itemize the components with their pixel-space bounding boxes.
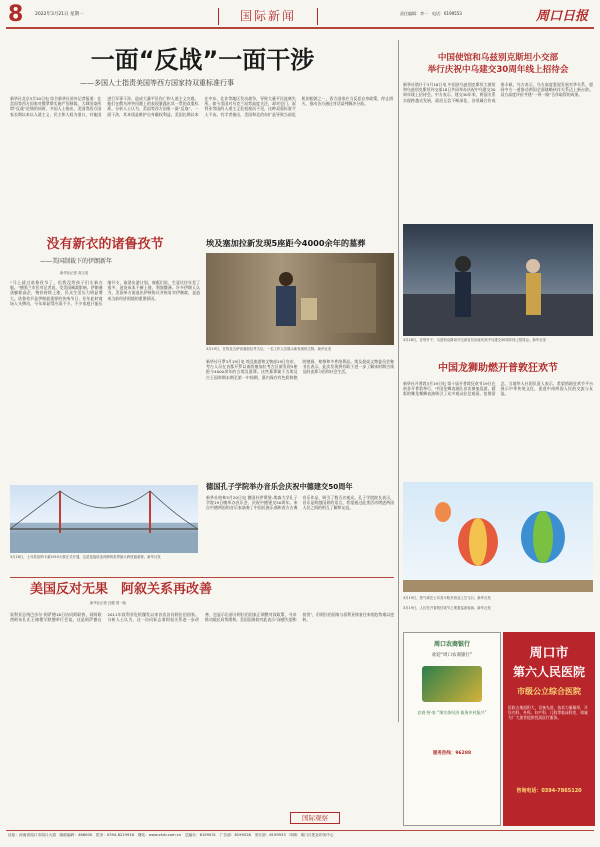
section-title: 国际新闻	[239, 9, 296, 23]
tashkent-photo	[403, 224, 593, 336]
bridge-photo	[10, 485, 198, 553]
tashkent-illustration	[403, 224, 593, 336]
bottom-story-rule	[10, 577, 394, 578]
zhuge-title: 没有新衣的诸鲁孜节	[46, 237, 164, 252]
hospital-ad	[503, 632, 595, 826]
right-top-title: 中国使馆和乌兹别克斯坦小交部 举行庆祝中乌建交30周年线上招待会	[427, 53, 569, 75]
zhuge-body: “马上就过诺鲁孜节了，但我没给孩子们买新衣服。”德黑兰市民对记者说。受美国制裁影响，伊朗通货膨胀高企，物价持续上涨，民众生活压力明显增大。诺鲁孜节是伊朗最重要的传统节日，往年此时商场人头攒动，今年却显得冷清不少。不少家庭只能压缩开支，取消出游计划。商贩们说，生意比往年差了很多，进货成本不断上涨，利润微薄。许多伊朗人认为，美国单方面退出伊核协议并恢复对伊制裁，是造成当前经济困境的重要原因。	[10, 280, 200, 306]
egypt-caption: 3月19日，在埃及吉萨省塞加拉考古区，一名工作人员展示新发现的文物。新华社发	[206, 347, 332, 351]
right-top-body: 新华社塔什干3月18日电 中国驻乌兹别克斯坦大使馆和乌兹别克斯坦外交部18日共同举办庆祝中乌建交30周年线上招待会。中方表示，建交30年来，两国关系实现跨越式发展，政治互信不断深化，各领域合作成果丰硕。乌方表示，乌方高度重视发展对华关系，愿同中方一道推动两国全面战略伙伴关系迈上新台阶。双方高度评价共建“一带一路”合作取得的成果。	[403, 82, 593, 103]
editor-info: 责任编辑：李一 电话：6199553	[400, 11, 462, 16]
zhuge-byline: 新华社记者 高文成	[60, 271, 89, 275]
paper-logo: 周口日报	[536, 9, 589, 24]
intl-observation-label: 国际观察	[302, 814, 328, 822]
us-byline: 新华社记者 汪健 郑一晗	[90, 601, 127, 605]
egypt-photo	[206, 253, 394, 345]
us-body: 叙利亚总统巴沙尔·阿萨德18日访问阿联酋，同阿联酋阿布扎比王储穆罕默德举行会谈。这是阿萨德自2011年叙利亚危机爆发以来首次访问阿拉伯国家。分析人士认为，这一访问标志着阿叙关系进一步改善，也显示出部分阿拉伯国家正调整对叙政策，寻求推动地区局势缓和。美国国务院对此表示“深感失望和担忧”，但阿拉伯国家与叙利亚恢复往来的趋势难以逆转。	[10, 612, 394, 623]
masthead-rule	[6, 27, 594, 29]
tashkent-caption: 3月18日，在塔什干，乌兹别克斯坦外交部官员出席庆祝中乌建交30周年线上招待会。新华社发	[403, 338, 547, 342]
lead-title: 一面“反战”一面干涉	[90, 46, 315, 74]
hospital-name-line1: 周口市	[529, 646, 569, 661]
bank-ad	[403, 632, 501, 826]
balloon-photo	[403, 482, 593, 592]
bridge-illustration	[10, 485, 198, 553]
lantern-caption: 3月19日，人们在开普敦狂欢节上观看巡游表演。新华社发	[403, 606, 491, 610]
hospital-name-line2: 第六人民医院	[512, 665, 585, 679]
section-badge	[218, 8, 318, 25]
balloon-illustration	[403, 482, 593, 592]
bank-ad-line2: 农商·智·家 “聚实体经济 服务乡村振兴”	[417, 710, 487, 715]
hospital-body: 医院占地面积大，设备先进，技术力量雄厚，开设内科、外科、妇产科、儿科等临床科室，竭诚为广大患者提供优质医疗服务。	[508, 705, 588, 721]
bank-ad-line1: 欢迎“周口农商银行”	[431, 653, 473, 658]
us-title: 美国反对无果 阿叙关系再改善	[30, 582, 213, 597]
lantern-body: 新华社开普敦3月19日电 第十届开普敦狂欢节19日在南非开普敦举行，中国龙狮表演队首次参加巡游。精彩的舞龙舞狮表演吸引了众多观众驻足观看、拍照留念。当地华人社团负责人表示，希望借助狂欢节平台展示中华传统文化，促进中南两国人民的交流与友谊。	[403, 381, 593, 397]
egypt-body: 新华社开罗3月19日电 埃及旅游和文物部19日宣布，考古人员在首都开罗以南的塞加拉考古区新发现5座距今4000余年的古埃及墓葬。这些墓葬属于古埃及古王国时期末期至第一中间期，墓内保存有色彩鲜艳的壁画、棺椁和多件陪葬品。埃及最高文物委员会秘书长表示，此次发现将有助于进一步了解该时期古埃及的丧葬习俗和社会生活。	[206, 359, 394, 380]
bridge-caption: 3月18日，土耳其恰纳卡莱1915大桥正式开通，这是连接欧亚两洲的世界最大跨度悬索桥。新华社发	[10, 555, 161, 559]
footer-info: 社址：河南省周口市周口大道 邮政编码：466000 报务：0394-8219916 网站：www.zkrb.com.cn 总编办：6199531 广告部：6199528 发行部：6199533 印刷：周口日报社印务中心	[8, 833, 334, 837]
column-divider	[398, 40, 399, 722]
egypt-title: 埃及塞加拉新发现5座距今4000余年的墓葬	[206, 238, 366, 248]
masthead	[0, 0, 600, 30]
lead-subtitle: ——多国人士指责美国等西方国家持双重标准行事	[80, 79, 234, 87]
lead-body: 新华社北京3月20日电 综合新华社驻外记者报道：在美国等西方国家对俄罗斯实施严厉制裁、大肆渲染所谓“反战”论调的同时，多国人士指出，美国等西方国家长期以来以人道主义、民主和人权为借口，对他国进行军事干涉，造成大量平民伤亡和人道主义灾难。他们在俄乌冲突问题上的表现暴露出其一贯的双重标准。分析人士认为，美国等西方国家一面“反战”、一面干涉，其本质是维护自身霸权利益。美国长期以来在中东、北非等地区发动战争，导致大量平民流离失所。如今美国对乌克兰局势高度关注，却对也门、叙利亚等国的人道主义危机视而不见，这种双重标准令人不齿。有学者指出，美国和北约东扩是导致当前危机的根源之一，西方国家应当反思自身政策，停止拱火，推动各方通过对话谈判解决分歧。	[10, 96, 393, 117]
bank-ad-hotline: 服务热线：96288	[432, 751, 472, 756]
page-number: 8	[8, 2, 24, 27]
hospital-phone: 咨询电话：0394-7865120	[516, 788, 582, 794]
bank-ad-card	[422, 666, 482, 702]
germany-title: 德国孔子学院举办音乐会庆祝中德建交50周年	[206, 482, 353, 491]
hospital-name-line3: 市级公立综合医院	[517, 687, 581, 696]
egypt-illustration	[206, 253, 394, 345]
footer-rule	[6, 830, 594, 831]
lantern-title: 中国龙狮助燃开普敦狂欢节	[438, 363, 558, 374]
issue-date: 2022年3月21日 星期一	[35, 12, 84, 17]
bank-ad-header: 周口农商银行	[433, 641, 470, 648]
balloon-caption: 3月19日，热气球在土耳其卡帕多西亚上空飞行。新华社发	[403, 596, 491, 600]
intl-observation-badge	[290, 812, 340, 824]
zhuge-subtitle: ——美国制裁下的伊朗新年	[40, 258, 113, 265]
germany-body: 新华社柏林3月20日电 德国杜伊斯堡-埃森大学孔子学院19日晚举办音乐会，庆祝中德建交50周年。来自中德两国的音乐家演奏了中国民族乐曲和西方古典音乐作品，吸引了数百名观众。孔子学院院长表示，音乐是跨越国界的语言，希望通过此类活动增进两国人民之间的相互了解和友谊。	[206, 495, 394, 511]
